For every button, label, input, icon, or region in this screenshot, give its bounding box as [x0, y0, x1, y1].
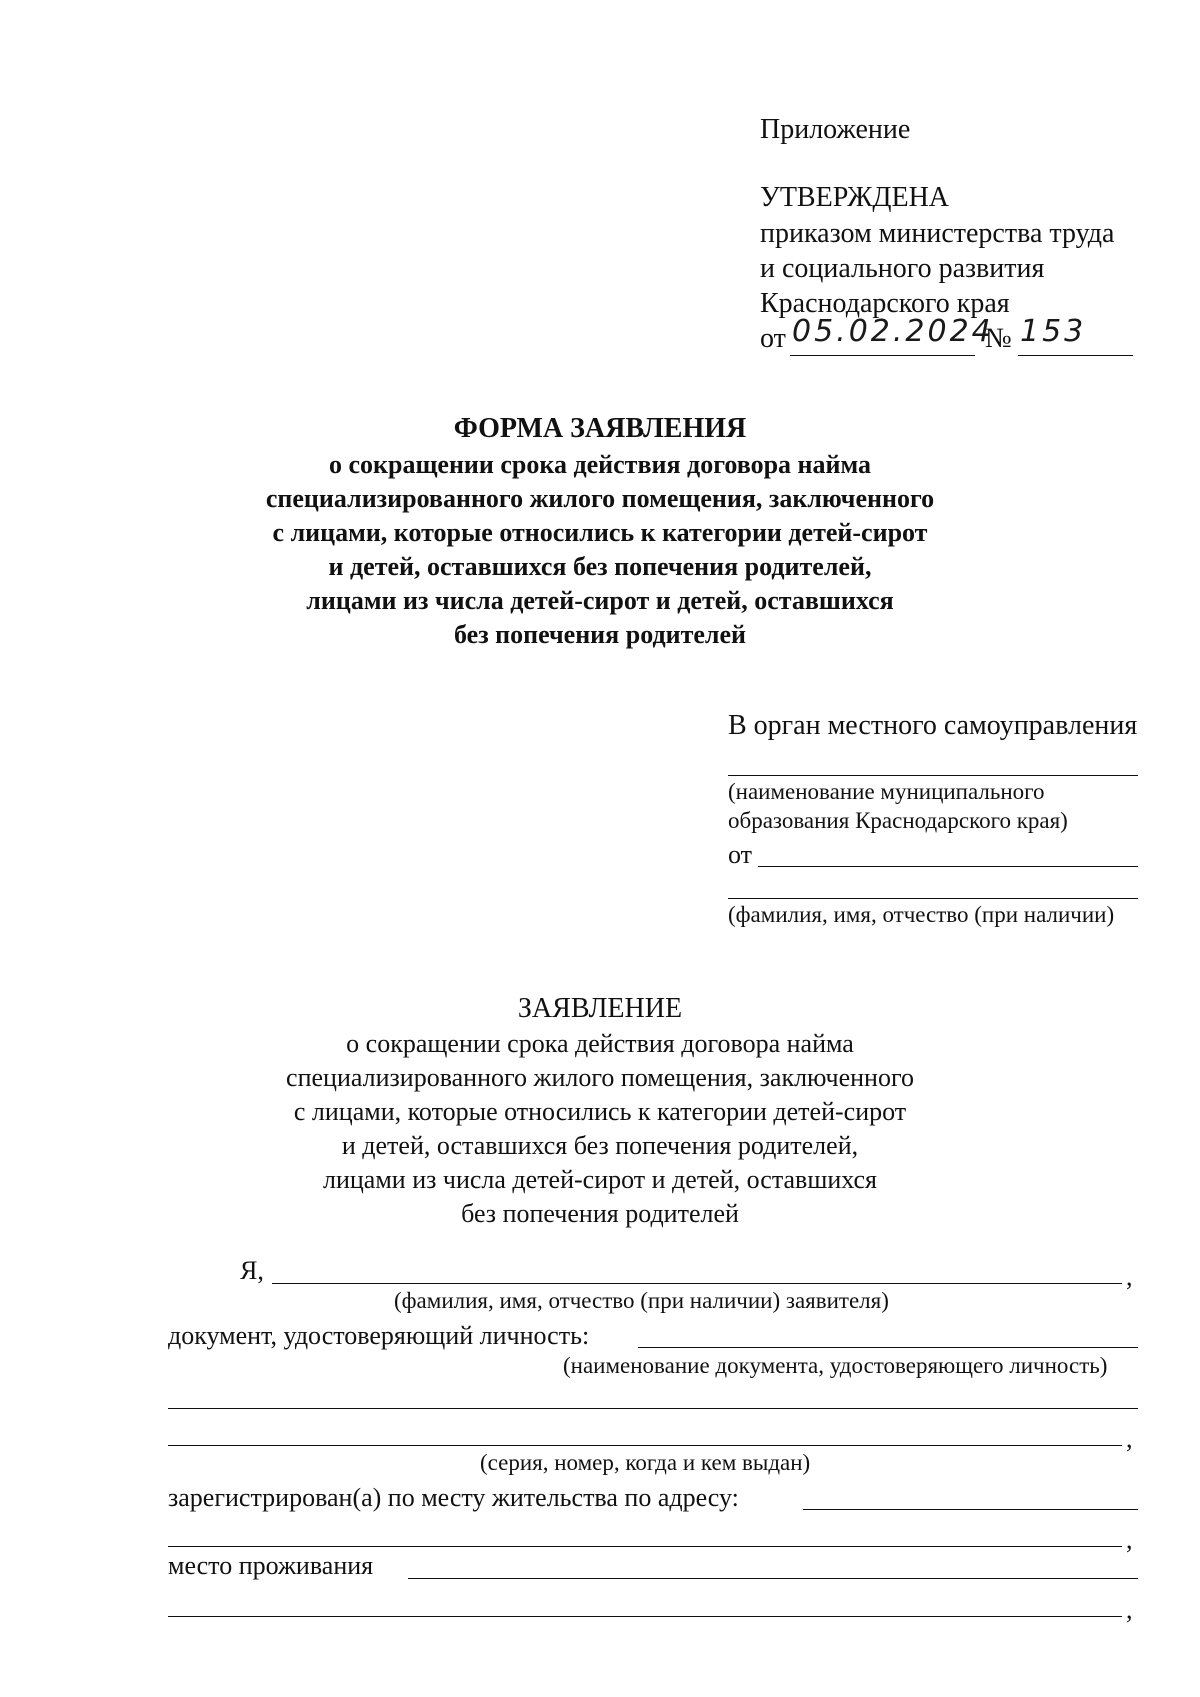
addressee-to: В орган местного самоуправления: [728, 710, 1138, 741]
order-date-underline: [790, 355, 975, 356]
registered-address-field-2[interactable]: [168, 1546, 1122, 1547]
municipality-hint-1: (наименование муниципального: [728, 779, 1045, 804]
form-title-line-6: без попечения родителей: [454, 620, 746, 649]
order-number-underline: [1018, 355, 1133, 356]
applicant-fullname-field[interactable]: [272, 1283, 1122, 1284]
comma: ,: [1126, 1525, 1133, 1554]
approved-line-3: Краснодарского края: [760, 288, 1010, 319]
form-title-line-2: специализированного жилого помещения, заключенного: [265, 484, 935, 513]
comma: ,: [1126, 1424, 1133, 1453]
appendix-label: Приложение: [760, 114, 911, 145]
statement-line-3: с лицами, которые относились к категории детей-сирот: [293, 1097, 907, 1126]
identity-doc-details-field-2[interactable]: [168, 1445, 1122, 1446]
identity-doc-details-hint: (серия, номер, когда и кем выдан): [480, 1450, 811, 1475]
identity-doc-details-field-1[interactable]: [168, 1408, 1138, 1409]
form-title-line-1: о сокращении срока действия договора найма: [328, 450, 872, 479]
approved-label: УТВЕРЖДЕНА: [760, 182, 950, 213]
applicant-name-hint: (фамилия, имя, отчество (при наличии): [728, 902, 1115, 927]
applicant-name-field-1[interactable]: [758, 866, 1138, 867]
form-title-line-3: с лицами, которые относились к категории детей-сирот: [272, 518, 928, 547]
order-date-prefix: от: [760, 323, 786, 354]
order-number-sign: №: [985, 323, 1012, 354]
applicant-fullname-hint: (фамилия, имя, отчество (при наличии) заявителя): [394, 1288, 889, 1313]
form-title-line-4: и детей, оставшихся без попечения родителей,: [328, 552, 872, 581]
statement-line-2: специализированного жилого помещения, заключенного: [286, 1063, 914, 1092]
approved-line-2: и социального развития: [760, 253, 1045, 284]
identity-doc-field[interactable]: [638, 1347, 1138, 1348]
order-date-handwritten: 05.02.2024: [792, 314, 994, 349]
residence-label: место проживания: [168, 1551, 374, 1580]
statement-line-6: без попечения родителей: [461, 1199, 739, 1228]
registered-address-field-1[interactable]: [803, 1509, 1138, 1510]
statement-heading: ЗАЯВЛЕНИЕ: [517, 993, 683, 1024]
comma: ,: [1126, 1262, 1133, 1291]
addressee-from: от: [728, 840, 753, 869]
statement-line-5: лицами из числа детей-сирот и детей, оставшихся: [322, 1165, 878, 1194]
municipality-hint-2: образования Краснодарского края): [728, 808, 1068, 833]
i-label: Я,: [240, 1256, 264, 1285]
form-title-heading: ФОРМА ЗАЯВЛЕНИЯ: [453, 413, 747, 444]
statement-line-4: и детей, оставшихся без попечения родителей,: [341, 1131, 859, 1160]
approved-line-1: приказом министерства труда: [760, 218, 1115, 249]
residence-field-2[interactable]: [168, 1616, 1122, 1617]
identity-doc-hint: (наименование документа, удостоверяющего личность): [563, 1353, 1108, 1378]
residence-field-1[interactable]: [408, 1578, 1138, 1579]
statement-line-1: о сокращении срока действия договора найма: [346, 1029, 854, 1058]
identity-doc-label: документ, удостоверяющий личность:: [168, 1321, 590, 1350]
municipality-field[interactable]: [728, 775, 1138, 776]
comma: ,: [1126, 1595, 1133, 1624]
order-number-handwritten: 153: [1020, 314, 1087, 349]
form-title-line-5: лицами из числа детей-сирот и детей, оставшихся: [306, 586, 894, 615]
applicant-name-field-2[interactable]: [728, 898, 1138, 899]
registered-address-label: зарегистрирован(а) по месту жительства по адресу:: [168, 1483, 739, 1512]
